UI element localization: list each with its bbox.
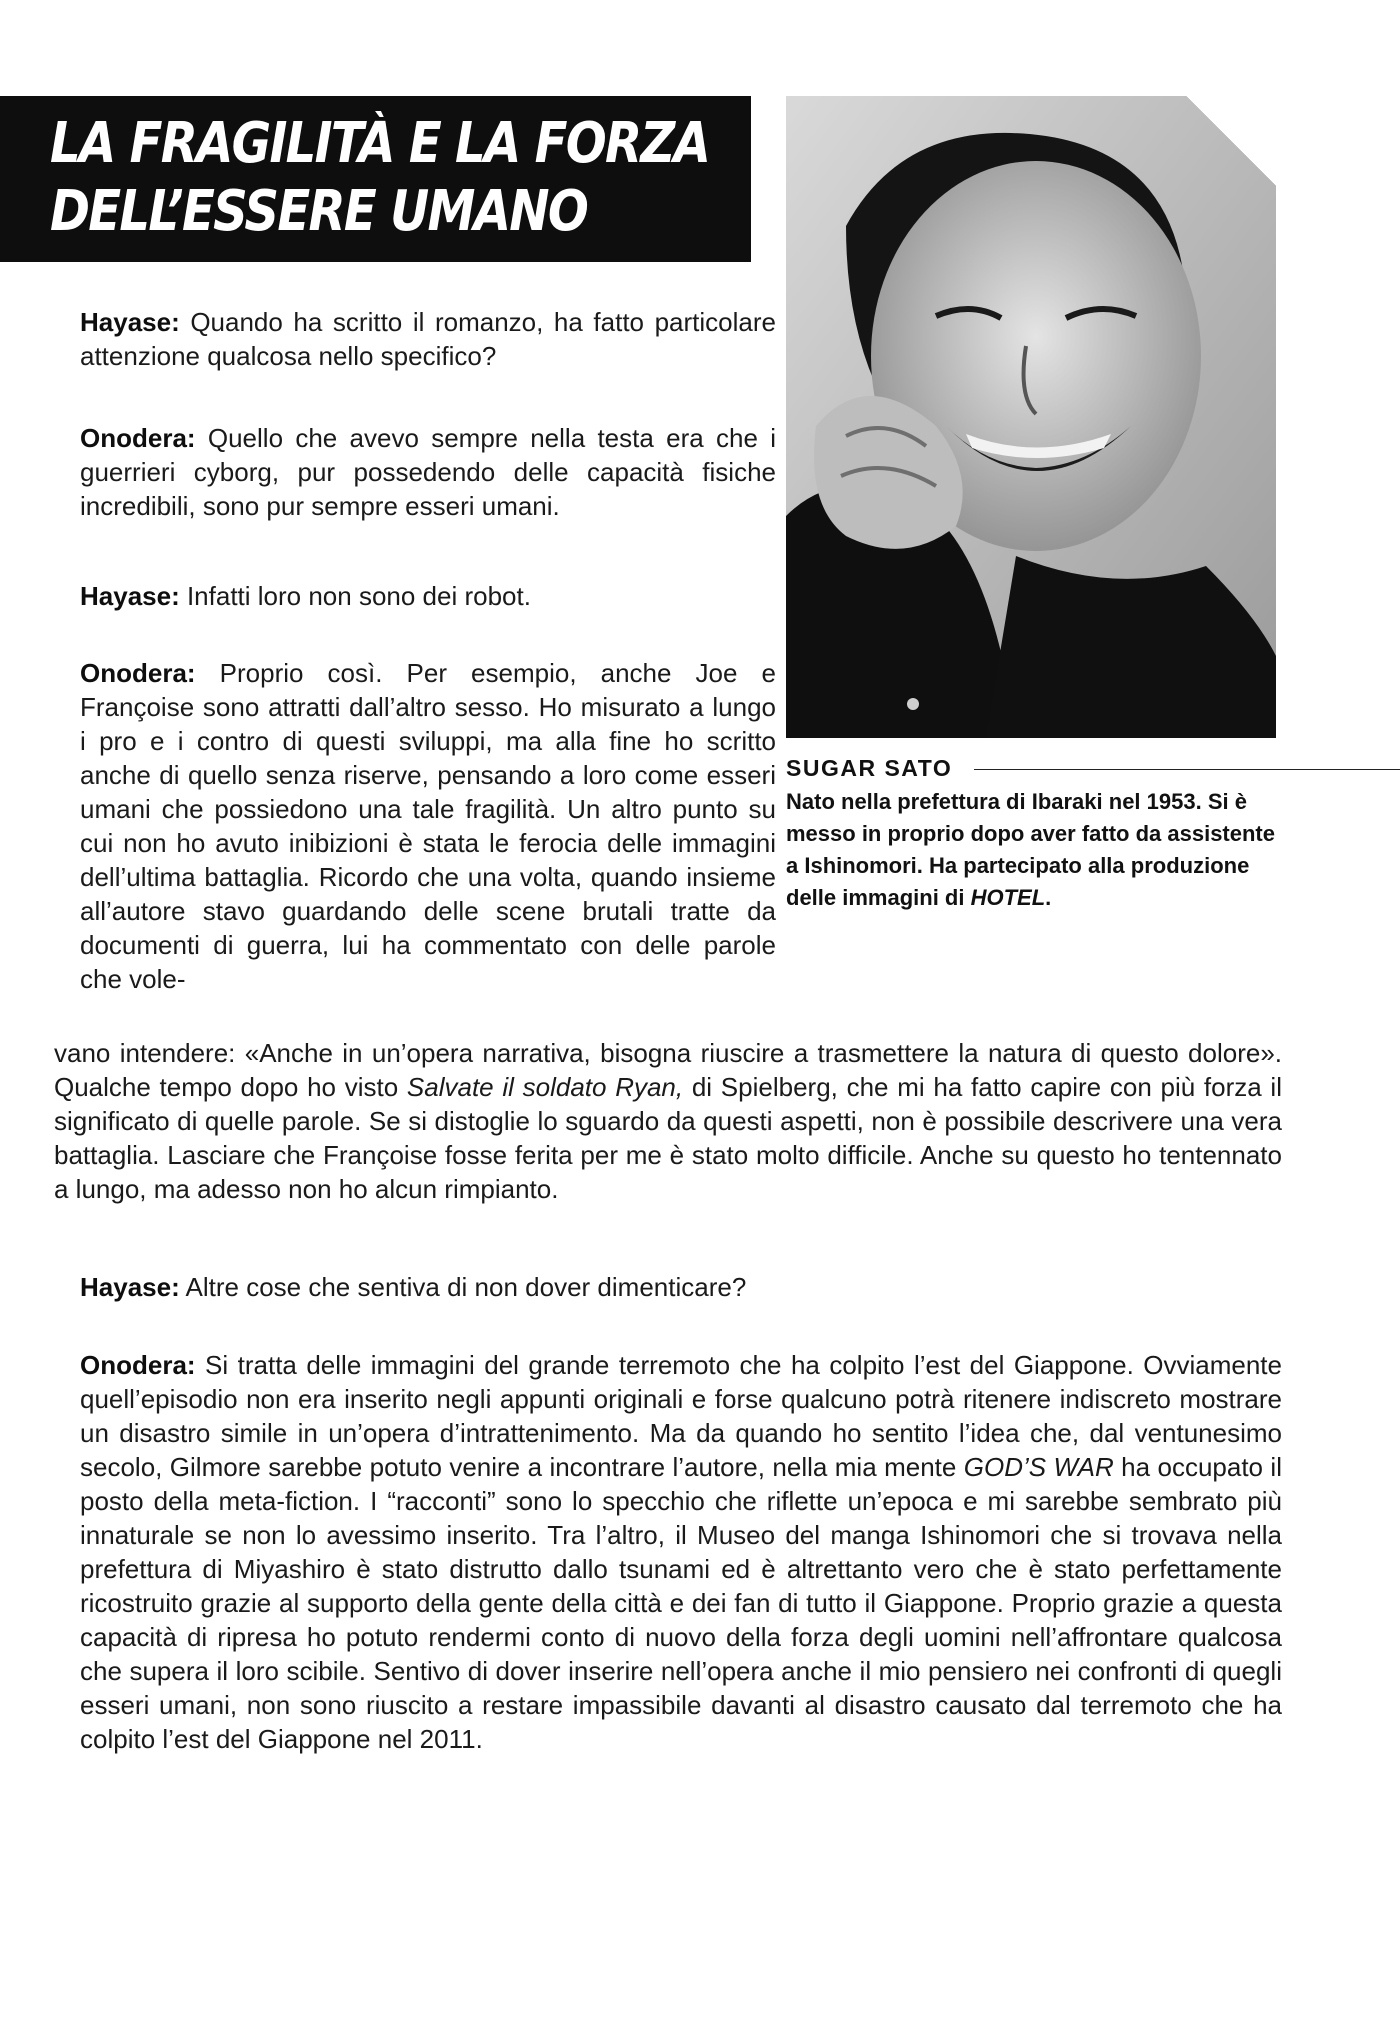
speaker-label: Hayase: bbox=[80, 581, 180, 611]
article-title-line-1: LA FRAGILITÀ E LA FORZA bbox=[50, 111, 710, 176]
dialogue-paragraph-1 bbox=[54, 305, 776, 373]
paragraph-text: Quando ha scritto il romanzo, ha fatto particolare attenzione qualcosa nello specifico? bbox=[80, 307, 776, 371]
speaker-label: Onodera: bbox=[80, 423, 196, 453]
paragraph-text: vano intendere: «Anche in un’opera narrativa, bisogna riuscire a trasmettere la natura di questo dolore». Qualche tempo dopo ho visto bbox=[54, 1038, 1282, 1102]
work-title: GOD’S WAR bbox=[963, 1452, 1114, 1482]
paragraph-text: Proprio così. Per esempio, anche Joe e Françoise sono attratti dall’altro sesso. Ho misurato a lungo i pro e i contro di questi sviluppi, ma alla fine ho scritto anche di quello senza riserve, pensando a loro come esseri umani che possiedono una tale fragilità. Un altro punto su cui non ho avuto inibizioni è stata le ferocia delle immagini dell’ultima battaglia. Ricordo che una volta, quando insieme all’autore stavo guardando delle scene brutali tratte da documenti di guerra, lui ha commentato con delle parole che vole- bbox=[80, 658, 776, 994]
caption-text-body: Nato nella prefettura di Ibaraki nel 1953. Si è messo in proprio dopo aver fatto da assistente a Ishinomori. Ha partecipato alla produzione delle immagini di bbox=[786, 789, 1275, 910]
portrait-photo bbox=[786, 96, 1276, 738]
speaker-label: Hayase: bbox=[80, 307, 180, 337]
portrait-photo-icon bbox=[786, 96, 1276, 738]
film-title: Salvate il soldato Ryan, bbox=[406, 1072, 684, 1102]
caption-text-end: . bbox=[1045, 885, 1052, 910]
dialogue-paragraph-4-wide bbox=[54, 1036, 1282, 1206]
paragraph-text: Altre cose che sentiva di non dover dimenticare? bbox=[179, 1272, 747, 1302]
paragraph-text: Si tratta delle immagini del grande terremoto che ha colpito l’est del Giappone. Ovviamente quell’episodio non era inserito negli appunti originali e forse qualcuno potrà ritenere indiscreto mostrare un disastro simile in un’opera d’intrattenimento. Ma da quando ho sentito l’idea che, dal ventunesimo secolo, Gilmore sarebbe potuto venire a incontrare l’autore, nella mia mente bbox=[80, 1350, 1282, 1482]
speaker-label: Onodera: bbox=[80, 1350, 196, 1380]
caption-name: SUGAR SATO bbox=[786, 755, 953, 781]
dialogue-paragraph-6 bbox=[54, 1348, 1282, 1756]
article-title-banner bbox=[0, 96, 751, 262]
dialogue-paragraph-4-narrow bbox=[54, 656, 776, 996]
paragraph-text: ha occupato il posto della meta-fiction. I “racconti” sono lo specchio che riflette un’epoca e mi sarebbe sembrato più innaturale se non lo avessimo inserito. Tra l’altro, il Museo del manga Ishinomori che si trovava nella prefettura di Miyashiro è stato distrutto dallo tsunami ed è altrettanto vero che è stato perfettamente ricostruito grazie al supporto della gente della città e dei fan di tutto il Giappone. Proprio grazie a questa capacità di ripresa ho potuto rendermi conto di nuovo della forza degli uomini nell’affrontare qualcosa che supera il loro scibile. Sentivo di dover inserire nell’opera anche il mio pensiero nei confronti di quegli esseri umani, non sono riuscito a restare impassibile davanti al disastro causato dal terremoto che ha colpito l’est del Giappone nel 2011. bbox=[80, 1452, 1282, 1754]
caption-text bbox=[786, 789, 1275, 910]
caption-text-italic: HOTEL bbox=[970, 885, 1046, 910]
dialogue-paragraph-5 bbox=[54, 1270, 1282, 1304]
paragraph-text: Infatti loro non sono dei robot. bbox=[179, 581, 531, 611]
paragraph-text: Quello che avevo sempre nella testa era che i guerrieri cyborg, pur possedendo delle capacità fisiche incredibili, sono pur sempre esseri umani. bbox=[80, 423, 776, 521]
speaker-label: Onodera: bbox=[80, 658, 196, 688]
article-title-line-2: DELL’ESSERE UMANO bbox=[50, 179, 588, 244]
speaker-label: Hayase: bbox=[80, 1272, 180, 1302]
dialogue-paragraph-2 bbox=[54, 421, 776, 523]
photo-caption bbox=[786, 752, 1286, 914]
dialogue-paragraph-3 bbox=[54, 579, 776, 613]
paragraph-text: di Spielberg, che mi ha fatto capire con più forza il significato di quelle parole. Se si distoglie lo sguardo da questi aspetti, non è possibile descrivere una vera battaglia. Lasciare che Françoise fosse ferita per me è stato molto difficile. Anche su questo ho tentennato a lungo, ma adesso non ho alcun rimpianto. bbox=[54, 1072, 1282, 1204]
caption-rule-divider bbox=[974, 769, 1400, 770]
